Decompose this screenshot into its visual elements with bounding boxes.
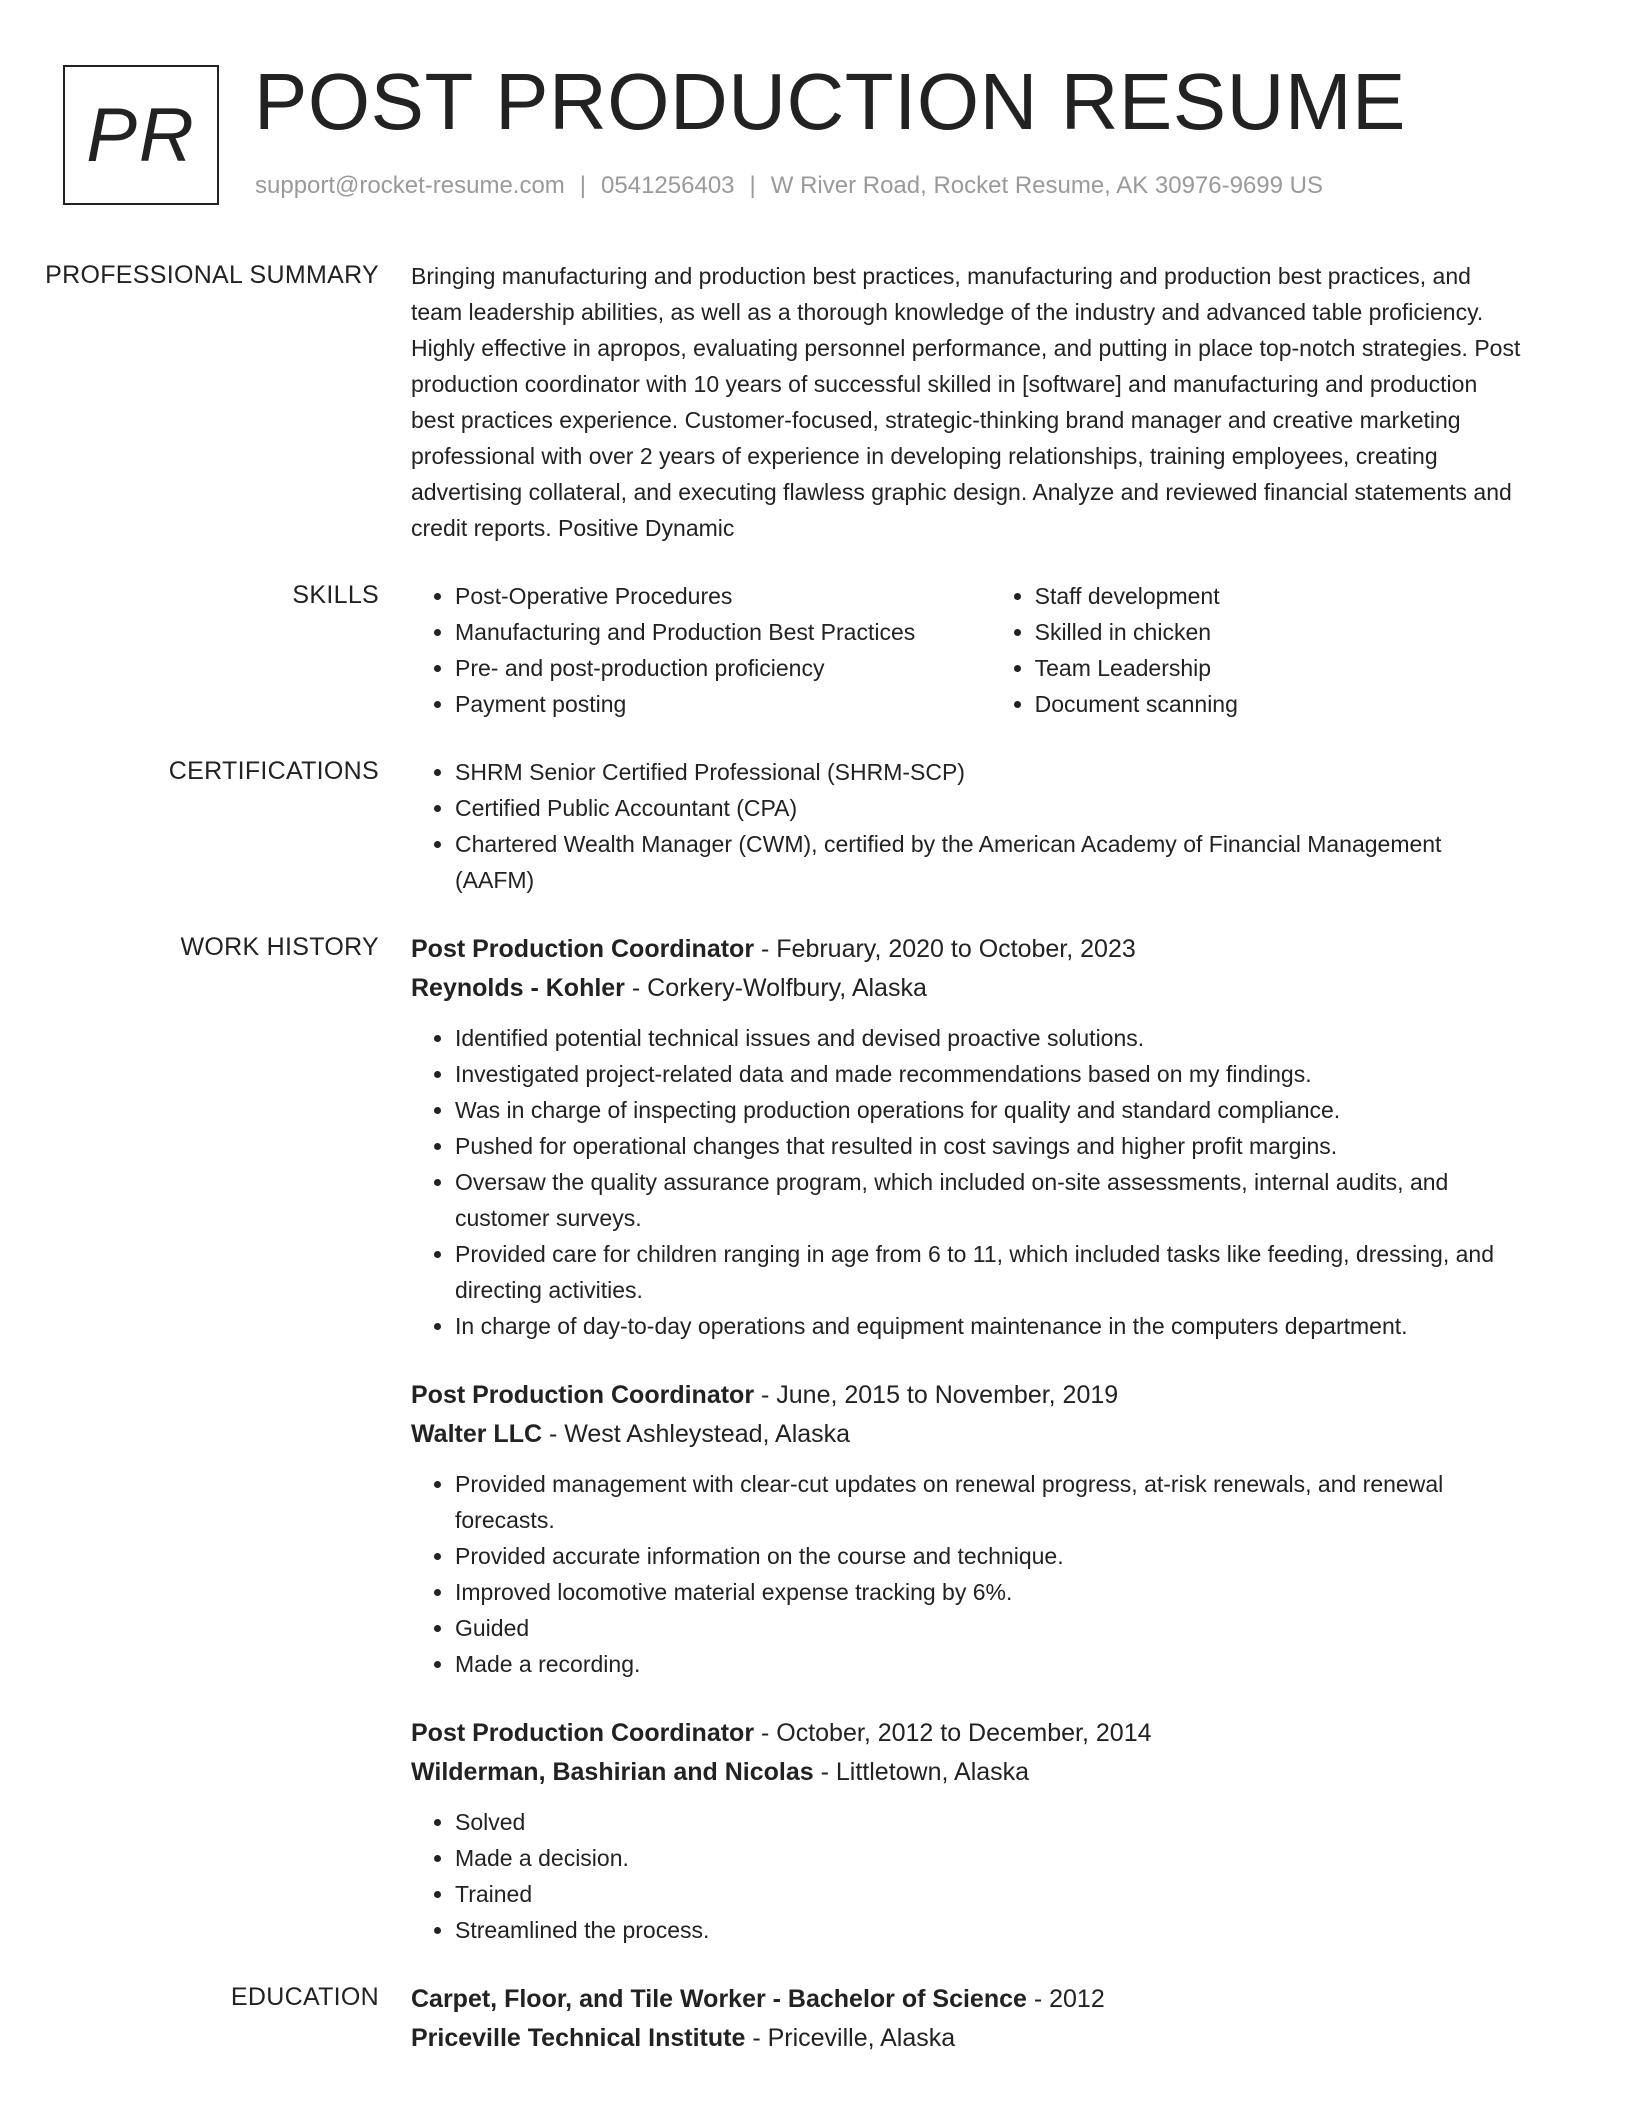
education-degree: Carpet, Floor, and Tile Worker - Bachelor of Science: [411, 1985, 1027, 2013]
job-bullet: • Made a recording.: [455, 1646, 1526, 1682]
skill-item: • Document scanning: [1035, 686, 1526, 722]
work-history-section: [0, 930, 1632, 1948]
education-school-line: [411, 2019, 1526, 2058]
summary-text: Bringing manufacturing and production best practices, manufacturing and production best practices, and team leadership abilities, as well as a thorough knowledge of the industry and advanced table proficiency. Highly effective in apropos, evaluating personnel performance, and putting in place top-notch strategies. Post production coordinator with 10 years of successful skilled in [software] and manufacturing and production best practices experience. Customer-focused, strategic-thinking brand manager and creative marketing professional with over 2 years of experience in developing relationships, training employees, creating advertising collateral, and executing flawless graphic design. Analyze and reviewed financial statements and credit reports. Positive Dynamic: [411, 263, 1521, 541]
contact-address: W River Road, Rocket Resume, AK 30976-9699 US: [770, 172, 1324, 199]
job-company: Wilderman, Bashirian and Nicolas: [411, 1758, 814, 1786]
skills-column-left: [411, 578, 991, 722]
job-location: - Littletown, Alaska: [813, 1758, 1030, 1786]
job-entry: [411, 930, 1526, 1344]
job-entry: [411, 1376, 1526, 1682]
job-bullet: • Provided accurate information on the course and technique.: [455, 1538, 1526, 1574]
skill-item: • Payment posting: [455, 686, 991, 722]
job-dates: - June, 2015 to November, 2019: [754, 1381, 1119, 1409]
section-content: [411, 930, 1526, 1948]
job-bullet: • Was in charge of inspecting production operations for quality and standard compliance.: [455, 1092, 1526, 1128]
education-school: Priceville Technical Institute: [411, 2024, 746, 2052]
skill-item: • Pre- and post-production proficiency: [455, 650, 991, 686]
job-bullet: • Guided: [455, 1610, 1526, 1646]
job-bullet: • Pushed for operational changes that resulted in cost savings and higher profit margins.: [455, 1128, 1526, 1164]
job-bullet: • Oversaw the quality assurance program, which included on-site assessments, internal audits, and customer surveys.: [455, 1164, 1526, 1236]
job-bullets: [411, 1804, 1526, 1948]
job-bullet: • Improved locomotive material expense tracking by 6%.: [455, 1574, 1526, 1610]
skill-item: • Skilled in chicken: [1035, 614, 1526, 650]
certifications-list: [411, 754, 1526, 898]
job-bullet: • Made a decision.: [455, 1840, 1526, 1876]
skill-item: • Staff development: [1035, 578, 1526, 614]
section-label: EDUCATION: [230, 1983, 379, 2011]
job-company: Walter LLC: [411, 1420, 543, 1448]
contact-separator: |: [579, 172, 587, 199]
education-location: - Priceville, Alaska: [745, 2024, 956, 2052]
job-bullet: • Streamlined the process.: [455, 1912, 1526, 1948]
job-title-line: [411, 1714, 1526, 1753]
job-dates: - October, 2012 to December, 2014: [754, 1719, 1152, 1747]
section-content: [411, 258, 1526, 546]
job-title: Post Production Coordinator: [411, 1719, 755, 1747]
education-section: [0, 1980, 1632, 2058]
section-label: PROFESSIONAL SUMMARY: [45, 261, 379, 289]
job-bullet: • Provided management with clear-cut updates on renewal progress, at-risk renewals, and renewal forecasts.: [455, 1466, 1526, 1538]
skills-column-right: [991, 578, 1526, 722]
contact-phone: 0541256403: [601, 172, 735, 199]
job-dates: - February, 2020 to October, 2023: [754, 935, 1136, 963]
job-title: Post Production Coordinator: [411, 935, 755, 963]
job-bullet: • In charge of day-to-day operations and equipment maintenance in the computers department.: [455, 1308, 1526, 1344]
job-entry: [411, 1714, 1526, 1948]
job-bullets: [411, 1020, 1526, 1344]
job-bullet: • Solved: [455, 1804, 1526, 1840]
resume-title: POST PRODUCTION RESUME: [254, 57, 1406, 146]
section-content: [411, 1980, 1526, 2058]
job-bullet: • Trained: [455, 1876, 1526, 1912]
certification-item: • SHRM Senior Certified Professional (SHRM-SCP): [455, 754, 1526, 790]
resume-body: [0, 258, 1632, 2090]
job-location: - West Ashleystead, Alaska: [542, 1420, 851, 1448]
skills-section: [0, 578, 1632, 722]
job-bullet: • Provided care for children ranging in age from 6 to 11, which included tasks like feeding, dressing, and directing activities.: [455, 1236, 1526, 1308]
contact-separator: |: [749, 172, 756, 199]
section-content: [411, 754, 1526, 898]
contact-line: [255, 172, 1323, 200]
skills-list: [411, 578, 1526, 722]
skill-item: • Manufacturing and Production Best Practices: [455, 614, 991, 650]
job-title: Post Production Coordinator: [411, 1381, 755, 1409]
job-company: Reynolds - Kohler: [411, 974, 625, 1002]
education-year: - 2012: [1026, 1985, 1105, 2013]
section-label: CERTIFICATIONS: [168, 757, 379, 785]
summary-section: [0, 258, 1632, 546]
skill-item: • Team Leadership: [1035, 650, 1526, 686]
job-bullet: • Investigated project-related data and made recommendations based on my findings.: [455, 1056, 1526, 1092]
skill-item: • Post-Operative Procedures: [455, 578, 991, 614]
section-label: SKILLS: [292, 581, 379, 609]
section-label: WORK HISTORY: [180, 933, 379, 961]
certifications-section: [0, 754, 1632, 898]
certification-item: • Chartered Wealth Manager (CWM), certified by the American Academy of Financial Management (AAFM): [455, 826, 1526, 898]
education-degree-line: [411, 1980, 1526, 2019]
job-company-line: [411, 1753, 1526, 1792]
job-company-line: [411, 969, 1526, 1008]
monogram-logo: PR: [63, 65, 219, 205]
job-company-line: [411, 1415, 1526, 1454]
job-bullets: [411, 1466, 1526, 1682]
job-location: - Corkery-Wolfbury, Alaska: [624, 974, 927, 1002]
certification-item: • Certified Public Accountant (CPA): [455, 790, 1526, 826]
contact-email: support@rocket-resume.com: [255, 172, 565, 199]
job-bullet: • Identified potential technical issues and devised proactive solutions.: [455, 1020, 1526, 1056]
job-title-line: [411, 930, 1526, 969]
job-title-line: [411, 1376, 1526, 1415]
